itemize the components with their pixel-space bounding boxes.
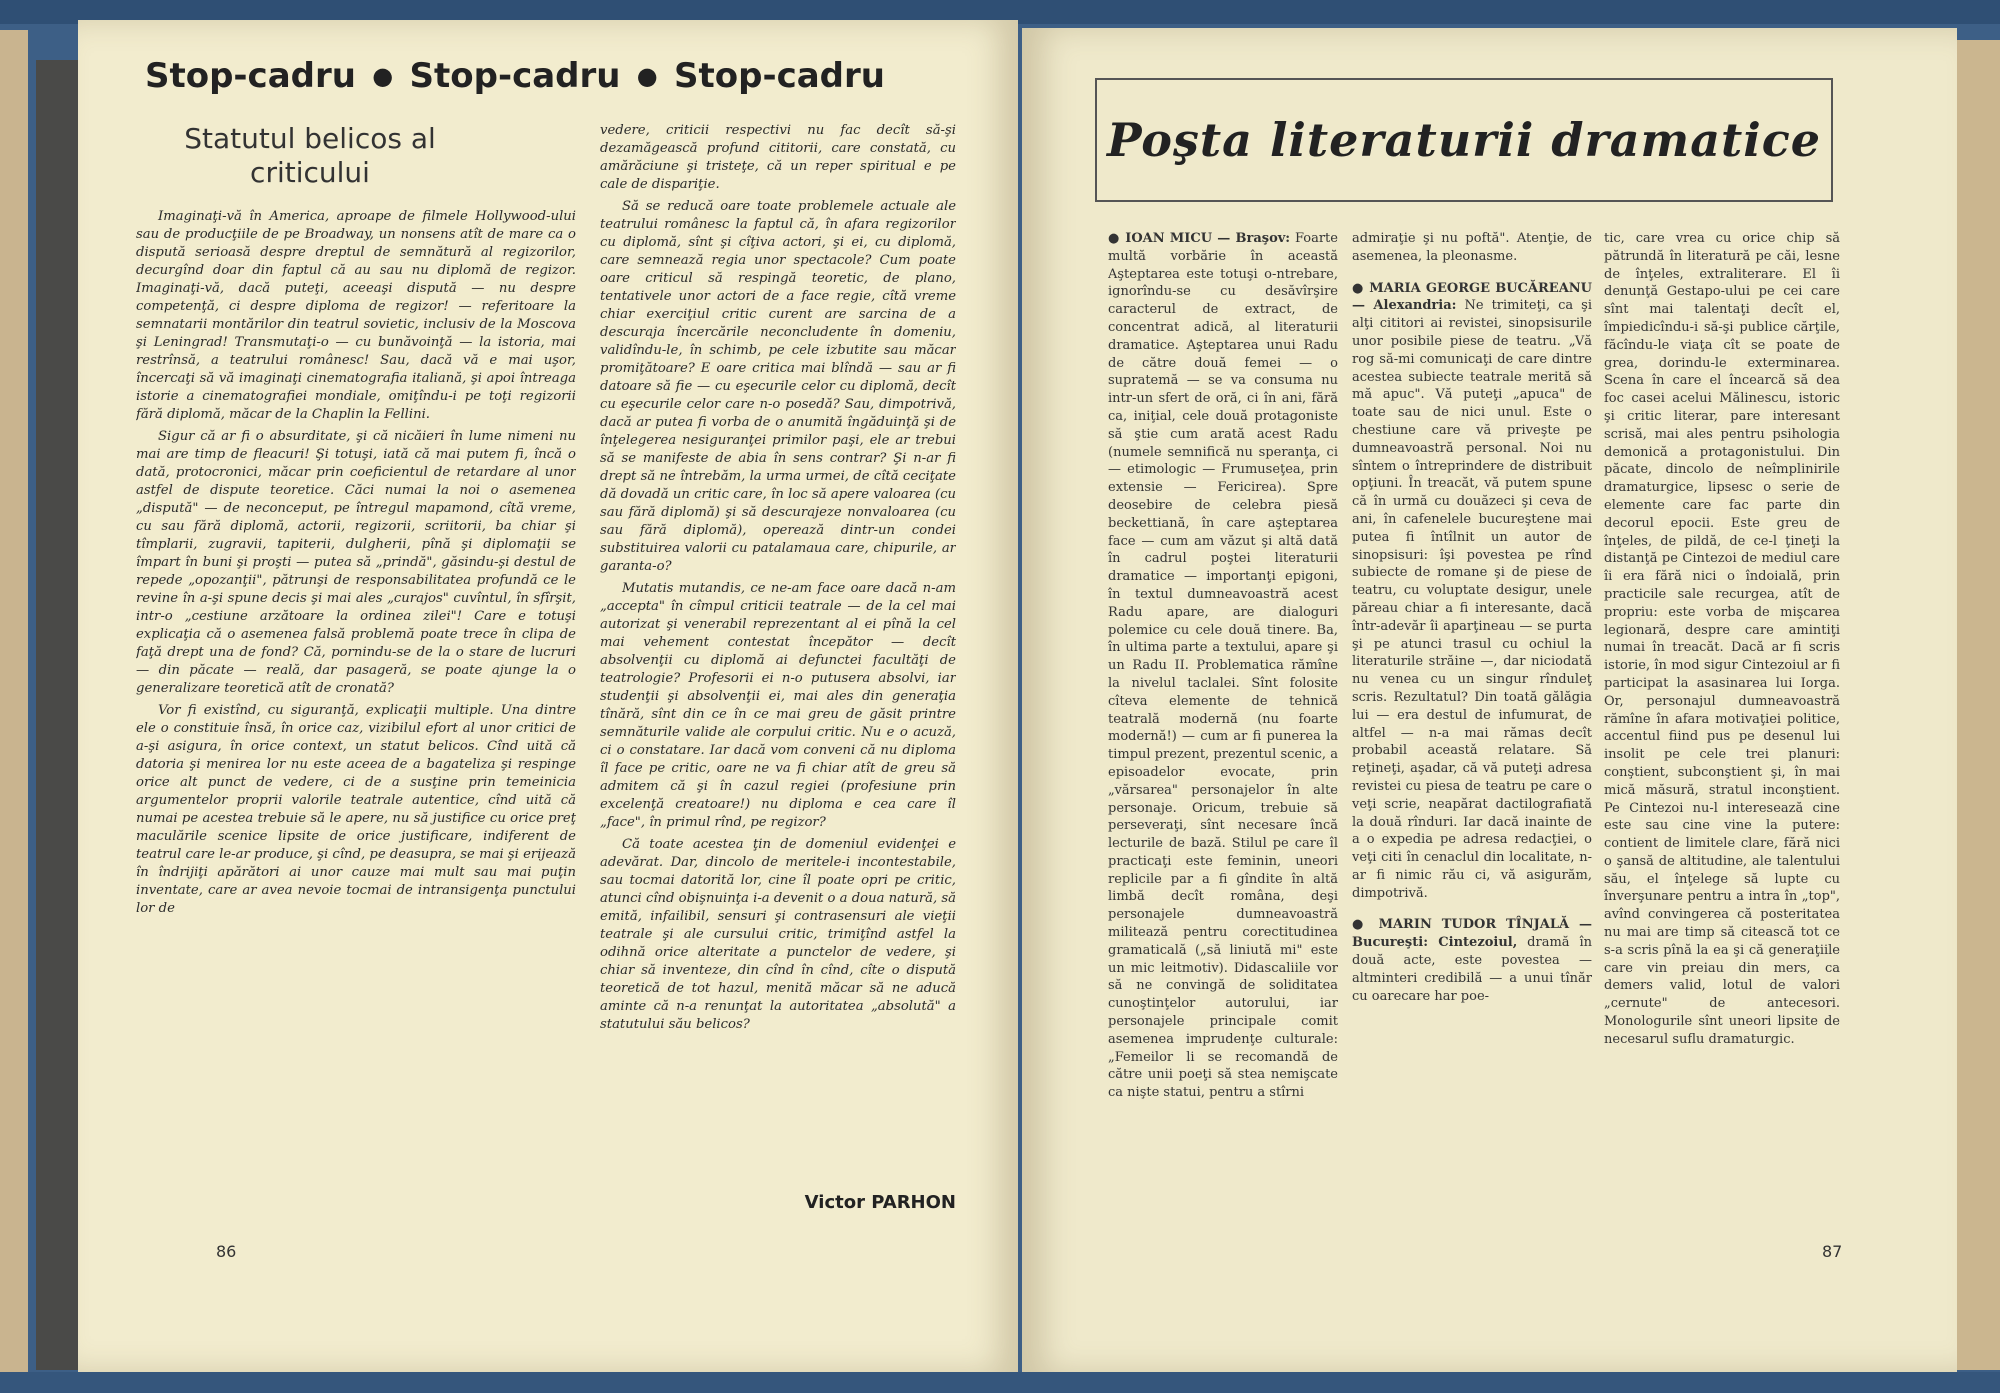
paragraph: Sigur că ar fi o absurditate, şi că nicăieri în lume nimeni nu mai are timp de fleacuri! Şi totuşi, iată că mai putem fi, încă o dată, protocronici, măcar prin coeficientul de retardare al unor astfel de dispute teoretice. Căci numai la noi o asemenea „dispută" — de neconceput, pe întregul mapamond, cîtă vreme, cu sau fără diplomă, actorii, regizorii, scriitorii, ba chiar şi tîmplarii, zugravii, tapiterii, dulgherii, pînă şi diplomaţii se împart în buni şi proşti — putea să „prindă", găsindu-şi destul de repede „opozanţii", pătrunşi de responsabilitatea profundă ce le revine în a-şi spune decis şi mai ales „curajos" cuvîntul, în sfîrşit, intr-o „cestiune arzătoare la ordinea zilei"! Care e totuşi explicaţia că o asemenea falsă problemă poate trece în clipa de faţă drept una de fond? Că, pornindu-se de la o stare de lucruri — din păcate — reală, dar pasageră, se poate ajunge la o generalizare teoretică atît de cronată? xyxy=(136,429,576,696)
binding-bottom xyxy=(0,1372,2000,1393)
paragraph: Mutatis mutandis, ce ne-am face oare dacă n-am „accepta" în cîmpul criticii teatrale — de la cel mai autorizat şi venerabil reprezentant al ei pînă la cel mai vehement contestat începător — decît absolvenţii cu diplomă ai defunctei facultăţi de teatrologie? Profesorii ei n-o putusera absolvi, iar studenţii şi absolvenţii ei, mai ales din generaţia tînără, sînt din ce în ce mai greu de găsit printre semnăturile valide ale corpului critic. Nu e o acuză, ci o constatare. Iar dacă vom conveni că nu diploma îl face pe critic, oare ne va fi chiar atît de greu să admitem că şi în cazul regiei (profesiune prin excelenţă creatoare!) nu diploma e cea care îl „face", în primul rînd, pe regizor? xyxy=(600,581,956,830)
paragraph: Să se reducă oare toate problemele actuale ale teatrului românesc la faptul că, în afara regizorilor cu diplomă, sînt şi cîţiva actori, şi ei, cu diplomă, care semnează regia unor spectacole? Cum poate oare criticul să respingă teoretic, de plano, tentativele unor actori de a face regie, cîtă vreme chiar exerciţiul critic curent are sarcina de a descuraja încercările neconcludente în domeniu, validîndu-le, în schimb, pe cele izbutite sau măcar promiţătoare? E oare critica mai blîndă — sau ar fi datoare să fie — cu eşecurile celor cu diplomă, decît cu eşecurile celor care n-o posedă? Sau, dimpotrivă, dacă ar putea fi vorba de o anumită îngăduinţă şi de înţelegerea nesiguranţei primilor paşi, ele ar trebui să se manifeste de abia în sens contrar? Şi n-ar fi drept să ne întrebăm, la urma urmei, de cîtă ceciţate dă dovadă un critic care, în loc să apere valoarea (cu sau fără diplomă) şi să descurajeze nonvaloarea (cu sau fără diplomă), operează dintr-un condei substituirea valorii cu patalamaua care, chipurile, ar garanta-o? xyxy=(600,199,956,574)
letter-entry xyxy=(1604,230,1840,1049)
article-author: Victor PARHON xyxy=(804,1192,956,1213)
entry-text: admiraţie şi nu poftă". Atenţie, de asemenea, la pleonasme. xyxy=(1352,231,1592,264)
letters-column-3 xyxy=(1604,230,1840,1230)
paragraph: Imaginaţi-vă în America, aproape de filmele Hollywood-ului sau de producţiile de pe Broadway, un nonsens atît de mare ca o dispută serioasă despre dreptul de semnătură al regizorilor, decurgînd doar din faptul că au sau nu diplomă de regizor. Imaginaţi-vă, dacă puteţi, aceeaşi dispută — nu despre competenţă, ci despre diploma de regizor! — referitoare la semnatarii montărilor din teatrul sovietic, inclusiv de la Moscova şi Leningrad! Transmutaţi-o — cu bunăvoinţă — la istoria, mai restrînsă, a teatrului românesc! Sau, dacă vă e mai uşor, încercaţi să vă imaginaţi cinematografia italiană, şi apoi întreaga istorie a cinematografiei mondiale, omiţîndu-i pe toţi regizorii fără diplomă, măcar de la Chaplin la Fellini. xyxy=(136,209,576,422)
entry-text: Foarte multă vorbărie în această Aşteptarea este totuşi o-ntrebare, ignorîndu-se cu desăvîrşire caracterul de extract, de concentrat adică, al literaturii dramatice. Aşteptarea unui Radu de către două femei — o supratemă — se va consuma nu intr-un sfert de oră, ci în ani, fără ca, iniţial, cele două protagoniste să ştie cum arată acest Radu (numele semnifică nu speranţa, ci — etimologic — Frumuseţea, prin extensie — Fericirea). Spre deosebire de celebra piesă beckettiană, în care aşteptarea face — cum am văzut şi altă dată în cadrul poştei literaturii dramatice — importanţi epigoni, în textul dumneavoastră acest Radu apare, are dialoguri polemice cu cele două tinere. Ba, în ultima parte a textului, apare şi un Radu II. Problematica rămîne la nivelul taclalei. Sînt folosite cîteva elemente de tehnică teatrală modernă (nu foarte modernă!) — cum ar fi punerea la timpul prezent, prezentul scenic, a episoadelor evocate, prin „vărsarea" personajelor în alte personaje. Oricum, trebuie să perseveraţi, sînt necesare încă lecturile de bază. Stilul pe care îl practicaţi este feminin, uneori replicile par a fi gîndite în altă limbă decît româna, deşi personajele dumneavoastră militează pentru corectitudinea gramaticală („să liniută mi" este un mic leitmotiv). Didascaliile vor să ne convingă de soliditatea cunoştinţelor autorului, iar personajele principale comit asemenea imprudenţe culturale: „Femeilor li se recomandă de către unii poeţi să stea nemişcate ca nişte statui, pentru a stîrni xyxy=(1108,231,1338,1101)
header-label-3: Stop-cadru xyxy=(674,56,885,96)
entry-lead: ● MARIA GEORGE BUCĂREANU — Alexandria: xyxy=(1352,280,1592,314)
letters-column-2 xyxy=(1352,230,1592,1230)
letter-entry xyxy=(1352,916,1592,1005)
entry-text: Ne trimiteţi, ca şi alţi cititori ai revistei, sinopsisurile unor posibile piese de teatru. „Vă rog să-mi comunicaţi de care dintre acestea subiecte teatrale merită să mă apuc". Vă puteţi „apuca" de toate sau de nici unul. Este o chestiune care vă priveşte pe dumneavoastră personal. Noi nu sîntem o întreprindere de distribuit opţiuni. În treacăt, vă putem spune că în urmă cu douăzeci şi ceva de ani, în cafenelele bucureştene mai putea fi întîlnit un autor de sinopsisuri: îşi povestea pe rînd subiecte de romane şi de piese de teatru, cu voluptate desigur, unele păreau chiar a fi interesante, dacă într-adevăr îi aparţineau — se purta şi pe atunci trasul cu ochiul la literaturile străine —, dar niciodată nu venea cu un singur rînduleţ scris. Rezultatul? Din toată gălăgia lui — era destul de infumurat, de altfel — n-a mai rămas decît probabil aceastǎ relatare. Să reţineţi, aşadar, că vă puteţi adresa revistei cu piesa de teatru pe care o veţi scrie, neapărat dactilografiată la două rînduri. Iar dacă inainte de a o expedia pe adresa redacţiei, o veţi citi în cenaclul din localitate, n-ar fi nimic rău ci, vă asigurăm, dimpotrivă. xyxy=(1352,298,1592,901)
header-label-2: Stop-cadru xyxy=(409,56,621,96)
letter-entry xyxy=(1108,230,1338,1102)
stop-cadru-header xyxy=(145,48,885,104)
header-separator-1: ● xyxy=(372,62,394,90)
header-label-1: Stop-cadru xyxy=(145,56,356,96)
paragraph: Vor fi existînd, cu siguranţă, explicaţii multiple. Una dintre ele o constituie însă, în orice caz, vizibilul efort al unor critici de a-şi asigura, în orice context, un statut belicos. Cînd uită că datoria şi menirea lor nu este aceea de a bagateliza şi respinge orice alt punct de vedere, ci de a susţine prin temeinicia argumentelor proprii valorile teatrale autentice, cînd uită că numai pe acestea trebuie să le apere, nu să justifice cu orice preţ maculările scenice lipsite de orice justificare, indiferent de teatrul care le-ar produce, şi cînd, pe deasupra, se mai şi erijează în îndrijiţi apărători ai unor cauze mai mult sau mai puţin inventate, care ar avea nevoie tocmai de intransigenţa punctului lor de xyxy=(136,703,576,916)
paragraph: Că toate acestea ţin de domeniul evidenţei e adevărat. Dar, dincolo de meritele-i incontestabile, sau tocmai datorită lor, cine îl poate opri pe critic, atunci cînd obişnuinţa i-a devenit o a doua natură, să emită, infailibil, sensuri şi contrasensuri ale vieţii teatrale şi ale cursului critic, trimiţînd astfel la odihnă orice alteritate a punctelor de vedere, şi chiar să inventeze, din cînd în cînd, cîte o dispută teoretică de tot hazul, menită măcar să ne aducă aminte că n-a renunţat la autoritatea „absolută" a statutului său belicos? xyxy=(600,837,956,1032)
article-column-1 xyxy=(136,208,576,1228)
book-edge-left xyxy=(0,30,28,1375)
page-number-right: 87 xyxy=(1822,1242,1843,1261)
entry-lead: ● MARIN TUDOR TÎNJALĂ — Bucureşti: Cintezoiul, xyxy=(1352,917,1592,951)
book-edge-right xyxy=(1957,40,2000,1370)
section-title: Poşta literaturii dramatice xyxy=(1106,113,1822,167)
header-separator-2: ● xyxy=(636,62,658,90)
entry-lead: ● IOAN MICU — Braşov: xyxy=(1108,231,1291,246)
letter-entry xyxy=(1352,280,1592,903)
section-title-box xyxy=(1095,78,1833,202)
page-number-left: 86 xyxy=(216,1242,237,1261)
entry-text: tic, care vrea cu orice chip să pătrundă în literatură pe căi, lesne de înţeles, extraliterare. El îi denunţă Gestapo-ului pe cei care sînt mai talentaţi decît el, împiedicîndu-i să-şi publice cărţile, făcîndu-le viaţa cît se poate de grea, dorindu-le exterminarea. Scena în care el încearcă să dea foc casei acelui Mălinescu, istoric şi critic literar, pare interesant scrisă, mai ales pentru psihologia demonică a protagonistului. Din păcate, dincolo de neîmplinirile dramaturgice, lipsesc o serie de elemente care fac parte din decorul epocii. Este greu de înţeles, de pildă, de ce-l ţineţi la distanţă pe Cintezoi de mediul care îi era fără nici o îndoială, prin practicile sale recurgea, atît de propriu: este vorba de mişcarea legionară, despre care amintiţi numai în treacăt. Dacă ar fi scris istorie, în mod sigur Cintezoiul ar fi participat la asasinarea lui Iorga. Or, personajul dumneavoastră rămîne în afara motivaţiei politice, accentul fiind pus pe desenul lui insolit pe cele trei planuri: conştient, subconştient şi, în mai mică măsură, stratul inconştient. Pe Cintezoi nu-l interesează cine este sau cine vine la putere: contient de limitele clare, fără nici o şansă de altitudine, ale talentului său, el înţelege să lupte cu înverşunare pentru a intra în „top", avînd convingerea că posteritatea nu mai are timp să citească tot ce s-a scris pînă la ea şi că generaţiile care vin preiau din mers, ca demers valid, lotul de valori „cernute" de antecesori. Monologurile sînt uneori lipsite de necesarul suflu dramaturgic. xyxy=(1604,231,1840,1047)
letters-column-1 xyxy=(1108,230,1338,1230)
paragraph: vedere, criticii respectivi nu fac decît să-şi dezamăgească profund cititorii, care constată, cu amărăciune şi tristeţe, că un reper spiritual e pe cale de dispariţie. xyxy=(600,123,956,192)
letter-entry xyxy=(1352,230,1592,266)
entry-text: dramă în două acte, este povestea — altminteri credibilă — a unui tînăr cu oarecare har poe- xyxy=(1352,935,1592,1004)
article-column-2 xyxy=(600,122,956,1186)
article-title: Statutul belicos al criticului xyxy=(184,122,436,189)
